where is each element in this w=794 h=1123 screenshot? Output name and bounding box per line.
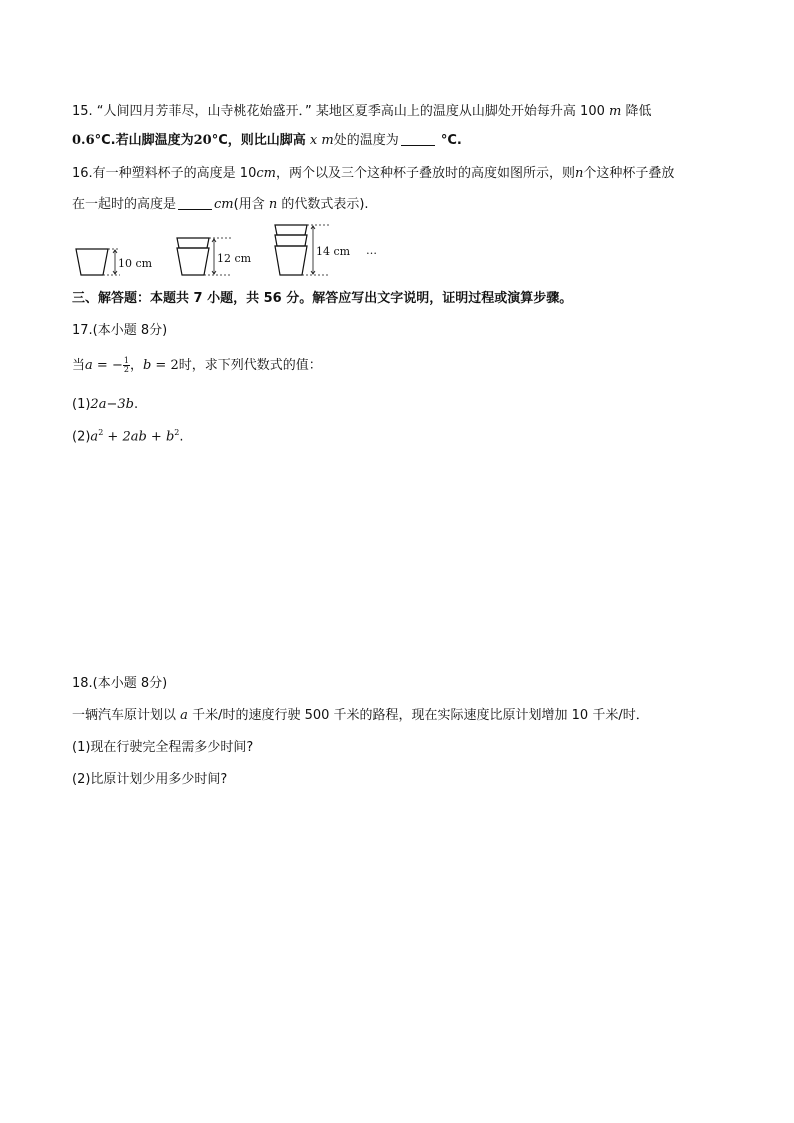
q16-answer-blank[interactable] xyxy=(178,197,212,210)
q15-var-x: x xyxy=(309,133,318,148)
q16-text-f: 的代数式表示). xyxy=(281,197,369,212)
q15-deg-text2: °C，则比山脚高 xyxy=(211,133,306,148)
q18-stem-a: 一辆汽车原计划以 xyxy=(72,708,177,723)
q15-text-c: 处的温度为 xyxy=(333,133,399,148)
cup-ellipsis: … xyxy=(366,244,377,257)
cup-label-3: 14 cm xyxy=(316,245,351,258)
q17-stem xyxy=(72,357,322,375)
q16-text-a: 16.有一种塑料杯子的高度是 10 xyxy=(72,166,257,181)
q15-line1 xyxy=(72,103,651,121)
q17-stem-a: 当 xyxy=(72,358,86,373)
q17-eq1: = − xyxy=(92,358,123,373)
q15-answer-blank[interactable] xyxy=(401,133,435,146)
q17-p1-end: . xyxy=(133,397,139,412)
q15-text-end: °C. xyxy=(440,133,462,148)
q17-p2-exp1: 2 xyxy=(98,428,104,437)
q17-p2-label: (2) xyxy=(72,429,91,445)
section3-heading: 三、解答题：本题共 7 小题，共 56 分。解答应写出文字说明，证明过程或演算步骤。 xyxy=(72,291,573,306)
q16-unit-cm2: cm xyxy=(214,197,234,212)
q16-line1 xyxy=(72,165,674,183)
q17-p2-end: . xyxy=(179,429,184,445)
q16-text-b: ，两个以及三个这种杯子叠放时的高度如图所示，则 xyxy=(275,166,575,181)
q17-frac-num: 1 xyxy=(123,356,129,365)
cup-label-2: 12 cm xyxy=(217,252,252,265)
q16-text-d: 在一起时的高度是 xyxy=(72,197,177,212)
q16-text-e: (用含 xyxy=(233,197,265,212)
q16-text-c: 个这种杯子叠放 xyxy=(583,166,675,181)
q18-part2: (2)比原计划少用多少时间? xyxy=(72,772,228,787)
q17-title: 17.(本小题 8分) xyxy=(72,323,168,338)
q16-var-n: n xyxy=(574,166,584,181)
q18-part1: (1)现在行驶完全程需多少时间? xyxy=(72,740,254,755)
q18-stem-b: 千米/时的速度行驶 500 千米的路程，现在实际速度比原计划增加 10 千米/时． xyxy=(192,708,649,723)
q17-frac-den: 2 xyxy=(123,365,129,374)
q15-text-a: 15. “人间四月芳菲尽，山寺桃花始盛开．” 某地区夏季高山上的温度从山脚处开始每升高 100 xyxy=(72,104,605,119)
q17-var-a: a xyxy=(85,358,93,373)
cup-stack-two xyxy=(177,238,209,275)
q17-part1 xyxy=(72,396,138,414)
q15-drop-value: 0.6 xyxy=(72,133,95,148)
q16-line2 xyxy=(72,196,369,214)
q16-unit-cm: cm xyxy=(256,166,276,181)
q17-eq2: = 2时，求下列代数式的值： xyxy=(151,358,322,373)
q15-temp-value: 20 xyxy=(193,133,212,148)
q17-p1-expr: 2a−3b xyxy=(90,397,134,412)
q15-line2 xyxy=(72,132,462,150)
cups-figure xyxy=(60,220,400,280)
cup-label-1: 10 cm xyxy=(118,257,153,270)
q17-sep: ， xyxy=(129,358,143,373)
q17-p2-a: a xyxy=(90,429,99,445)
cup-single xyxy=(76,249,108,275)
q17-part2 xyxy=(72,424,184,446)
q15-unit-m2: m xyxy=(321,133,334,148)
q15-unit-m: m xyxy=(609,104,622,119)
q17-fraction xyxy=(123,357,130,374)
q18-stem xyxy=(72,707,649,725)
q18-title: 18.(本小题 8分) xyxy=(72,676,168,691)
q17-var-b: b xyxy=(142,358,152,373)
cup-stack-three xyxy=(275,225,307,275)
q16-var-n2: n xyxy=(268,197,278,212)
q17-p1-label: (1) xyxy=(72,397,91,412)
q17-p2-exp2: 2 xyxy=(174,428,180,437)
q15-deg-text: °C.若山脚温度为 xyxy=(94,133,194,148)
q18-var-a: a xyxy=(180,708,188,723)
q17-p2-mid: + 2ab + b xyxy=(103,429,175,445)
q15-text-b: 降低 xyxy=(625,104,652,119)
